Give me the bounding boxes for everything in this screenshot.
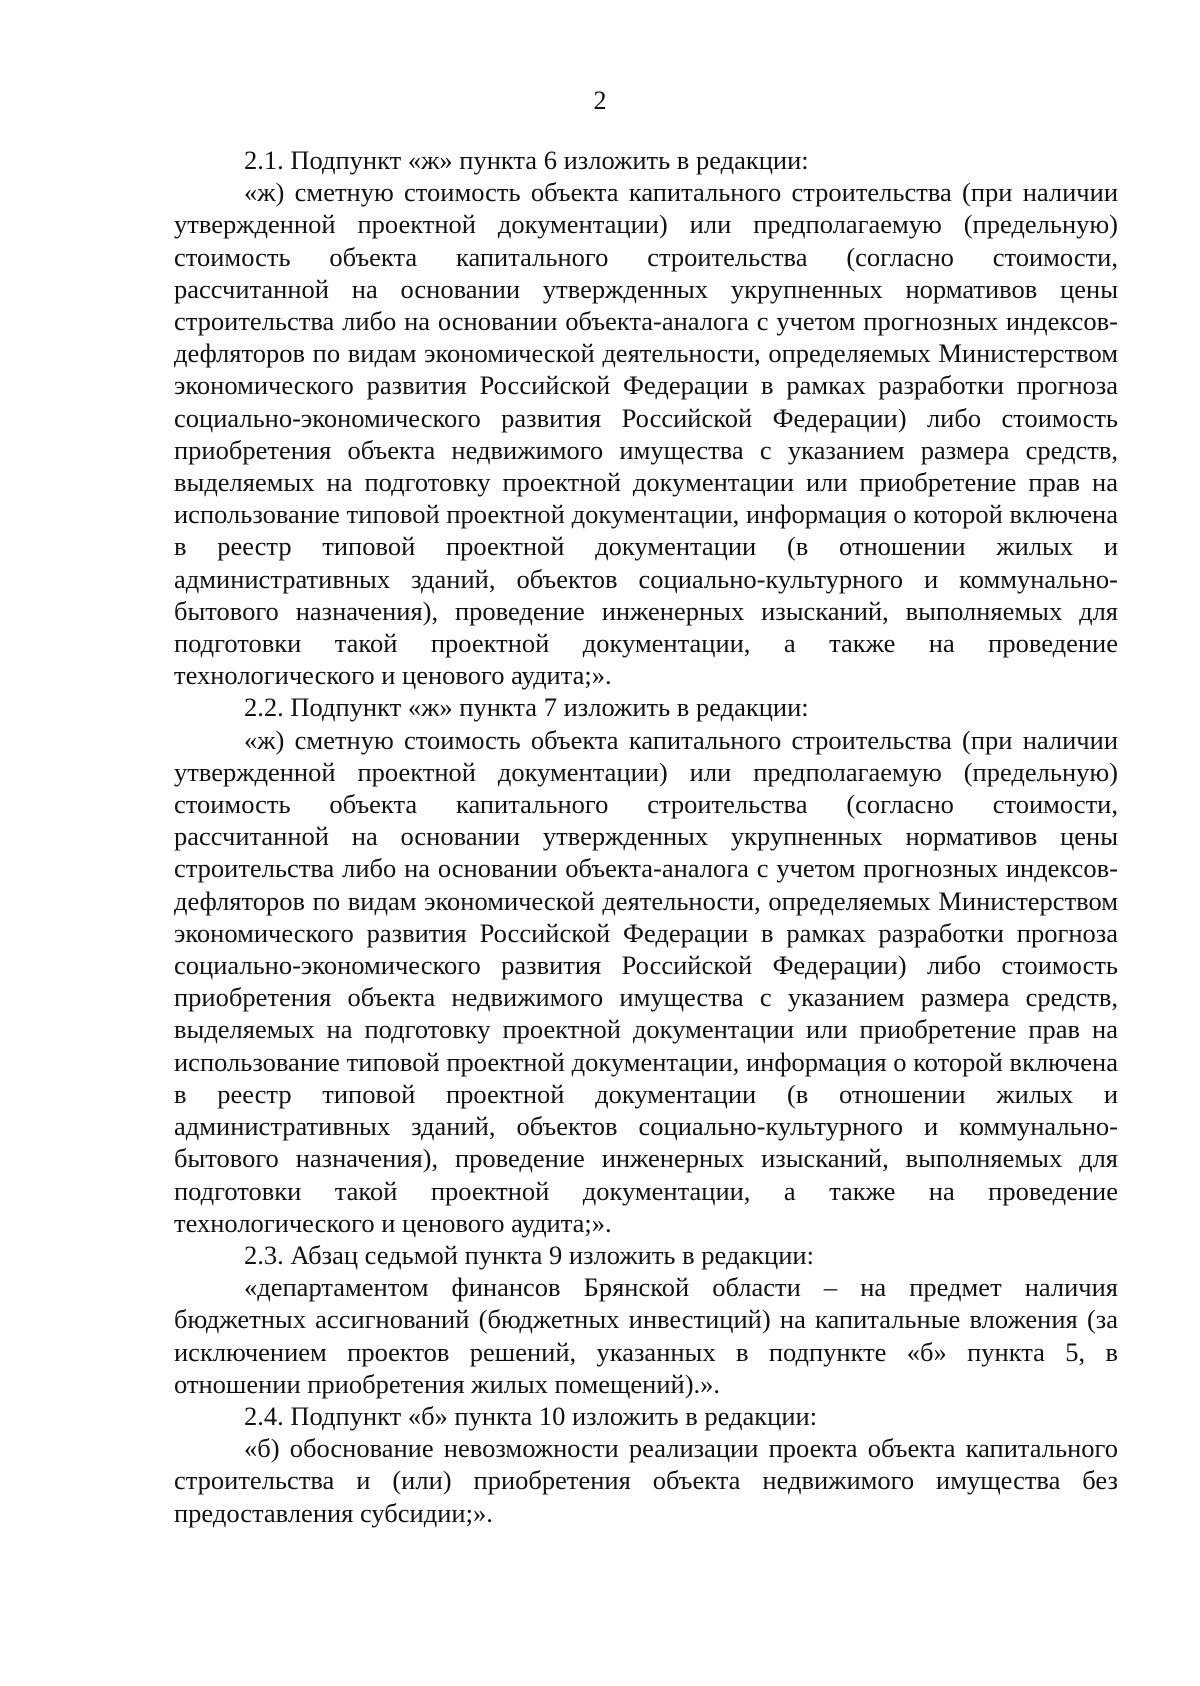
paragraph-2-3-text: «департаментом финансов Брянской области – на предмет наличия бюджетных ассигнований (бюджетных инвестиций) на капитальные вложения (за исключением проектов решений, указанных в подпункте «б» пункта 5, в отношении приобретения жилых помещений).».: [174, 1272, 1118, 1399]
paragraph-2-1-text: «ж) сметную стоимость объекта капитального строительства (при наличии утвержденной проектной документации) или предполагаемую (предельную) стоимость объекта капитального строительства (согласно стоимости, рассчитанной на основании утвержденных укрупненных нормативов цены строительства либо на основании объекта-аналога с учетом прогнозных индексов-дефляторов по видам экономической деятельности, определяемых Министерством экономического развития Российской Федерации в рамках разработки прогноза социально-экономического развития Российской Федерации) либо стоимость приобретения объекта недвижимого имущества с указанием размера средств, выделяемых на подготовку проектной документации или приобретение прав на использование типовой проектной документации, информация о которой включена в реестр типовой проектной документации (в отношении жилых и административных зданий, объектов социально-культурного и коммунально-бытового назначения), проведение инженерных изысканий, выполняемых для подготовки такой проектной документации, а также на проведение технологического и ценового аудита;».: [174, 177, 1118, 691]
paragraph-2-1-heading: 2.1. Подпункт «ж» пункта 6 изложить в редакции:: [244, 145, 809, 175]
paragraph-2-3-heading: 2.3. Абзац седьмой пункта 9 изложить в редакции:: [244, 1239, 814, 1270]
document-body: [174, 144, 1118, 1529]
paragraph-2-2-text: «ж) сметную стоимость объекта капитального строительства (при наличии утвержденной проектной документации) или предполагаемую (предельную) стоимость объекта капитального строительства (согласно стоимости, рассчитанной на основании утвержденных укрупненных нормативов цены строительства либо на основании объекта-аналога с учетом прогнозных индексов-дефляторов по видам экономической деятельности, определяемых Министерством экономического развития Российской Федерации в рамках разработки прогноза социально-экономического развития Российской Федерации) либо стоимость приобретения объекта недвижимого имущества с указанием размера средств, выделяемых на подготовку проектной документации или приобретение прав на использование типовой проектной документации, информация о которой включена в реестр типовой проектной документации (в отношении жилых и административных зданий, объектов социально-культурного и коммунально-бытового назначения), проведение инженерных изысканий, выполняемых для подготовки такой проектной документации, а также на проведение технологического и ценового аудита;».: [174, 724, 1118, 1238]
page-number: 2: [593, 86, 607, 115]
paragraph-2-4-heading: 2.4. Подпункт «б» пункта 10 изложить в редакции:: [244, 1400, 818, 1431]
paragraph-2-2-heading: 2.2. Подпункт «ж» пункта 7 изложить в редакции:: [244, 692, 809, 723]
paragraph-2-4-text: «б) обоснование невозможности реализации проекта объекта капитального строительства и (или) приобретения объекта недвижимого имущества без предоставления субсидии;».: [174, 1433, 1118, 1528]
